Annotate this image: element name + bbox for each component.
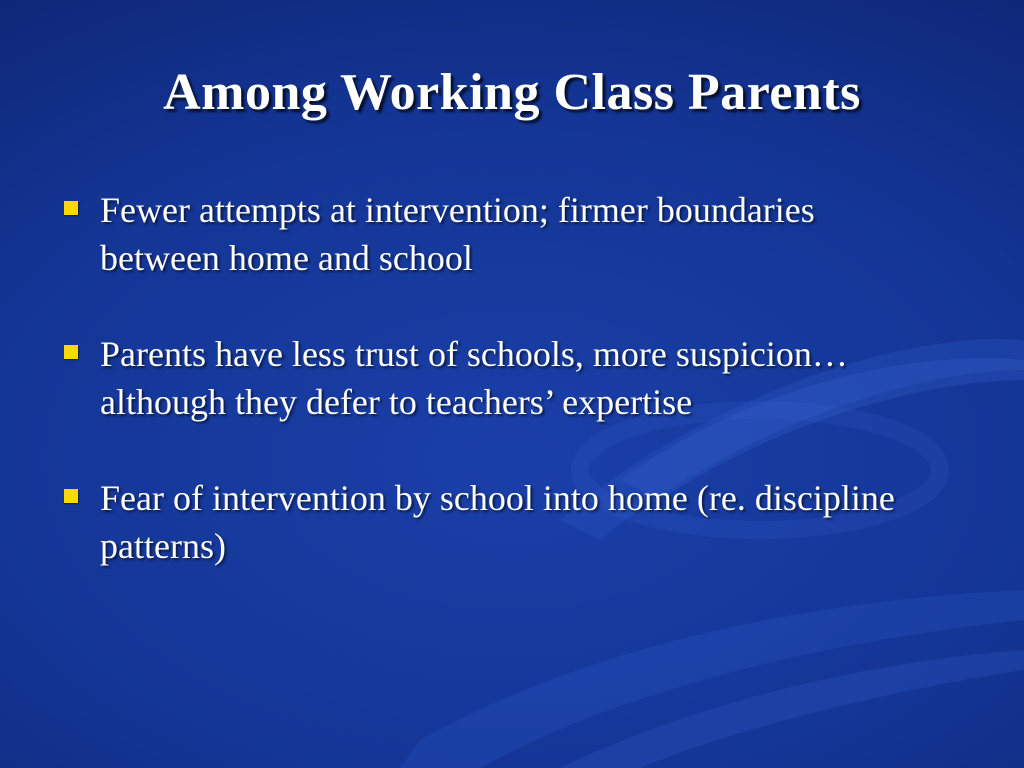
square-bullet-icon [64, 201, 78, 215]
square-bullet-icon [64, 345, 78, 359]
bullet-text: Parents have less trust of schools, more suspicion…although they defer to teachers’ expertise [100, 334, 848, 422]
slide-title: Among Working Class Parents [163, 64, 861, 121]
bullet-text: Fewer attempts at intervention; firmer boundaries between home and school [100, 190, 815, 278]
bullet-text: Fear of intervention by school into home (re. discipline patterns) [100, 478, 895, 566]
bullet-item [62, 474, 942, 570]
square-bullet-icon [64, 489, 78, 503]
bullet-list [62, 186, 942, 618]
bullet-item [62, 330, 942, 426]
bullet-item [62, 186, 942, 282]
